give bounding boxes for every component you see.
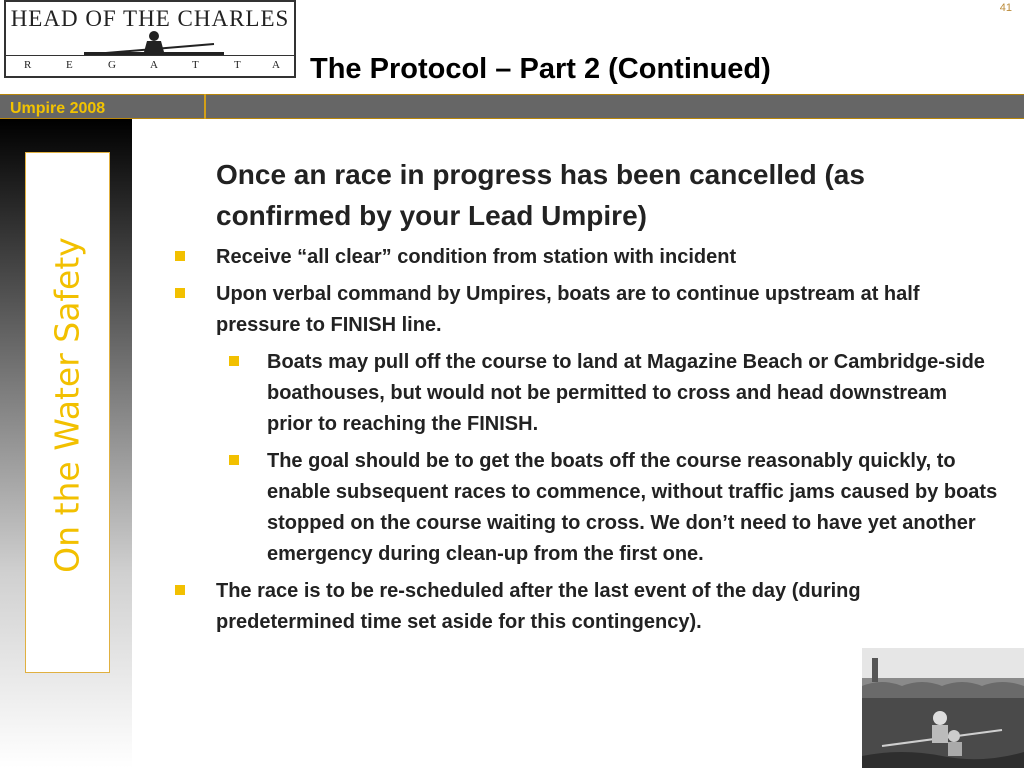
bullet-square-icon: [175, 288, 185, 298]
header-label: Umpire 2008: [10, 100, 106, 117]
rowing-photo: [862, 648, 1024, 768]
logo-letter: G: [108, 59, 116, 71]
logo-letter: A: [150, 59, 158, 71]
sidebar-label: On the Water Safety: [47, 237, 87, 573]
logo-letter: A: [272, 59, 280, 71]
header-bar: [0, 94, 1024, 119]
rower-logo-icon: [84, 30, 224, 58]
bullet-square-icon: [175, 251, 185, 261]
page-title: The Protocol – Part 2 (Continued): [310, 53, 771, 85]
bullet-item: [216, 279, 998, 341]
intro-heading: Once an race in progress has been cancelled (as confirmed by your Lead Umpire): [216, 159, 865, 231]
logo-letter: T: [234, 59, 241, 71]
rowing-photo-image: [862, 648, 1024, 768]
logo-regatta-band: [6, 55, 294, 76]
sub-bullet-item: [267, 347, 998, 440]
bullet-square-icon: [229, 356, 239, 366]
slide-number: 41: [999, 2, 1012, 14]
slide-content: [150, 154, 998, 638]
bullet-text: Boats may pull off the course to land at Magazine Beach or Cambridge-side boathouses, but would not be permitted to cross and head downstream prior to reaching the FINISH.: [267, 351, 985, 435]
bullet-item: [216, 242, 998, 273]
logo-letter: T: [192, 59, 199, 71]
bullet-text: Upon verbal command by Umpires, boats are to continue upstream at half pressure to FINISH line.: [216, 283, 920, 336]
header-divider: [204, 94, 206, 119]
bullet-square-icon: [175, 585, 185, 595]
bullet-text: The goal should be to get the boats off the course reasonably quickly, to enable subsequent races to commence, without traffic jams caused by boats stopped on the course waiting to cross. We don’t need to have yet another emergency during clean-up from the first one.: [267, 450, 998, 565]
bullet-text: Receive “all clear” condition from station with incident: [216, 246, 737, 268]
bullet-item: [216, 576, 998, 638]
bullet-text: The race is to be re-scheduled after the last event of the day (during predetermined time set aside for this contingency).: [216, 580, 861, 633]
logo-letter: R: [24, 59, 32, 71]
bullet-square-icon: [229, 455, 239, 465]
logo-letter: E: [66, 59, 73, 71]
logo-title: HEAD OF THE CHARLES: [10, 6, 290, 31]
regatta-logo: [4, 0, 296, 78]
sub-bullet-item: [267, 446, 998, 570]
